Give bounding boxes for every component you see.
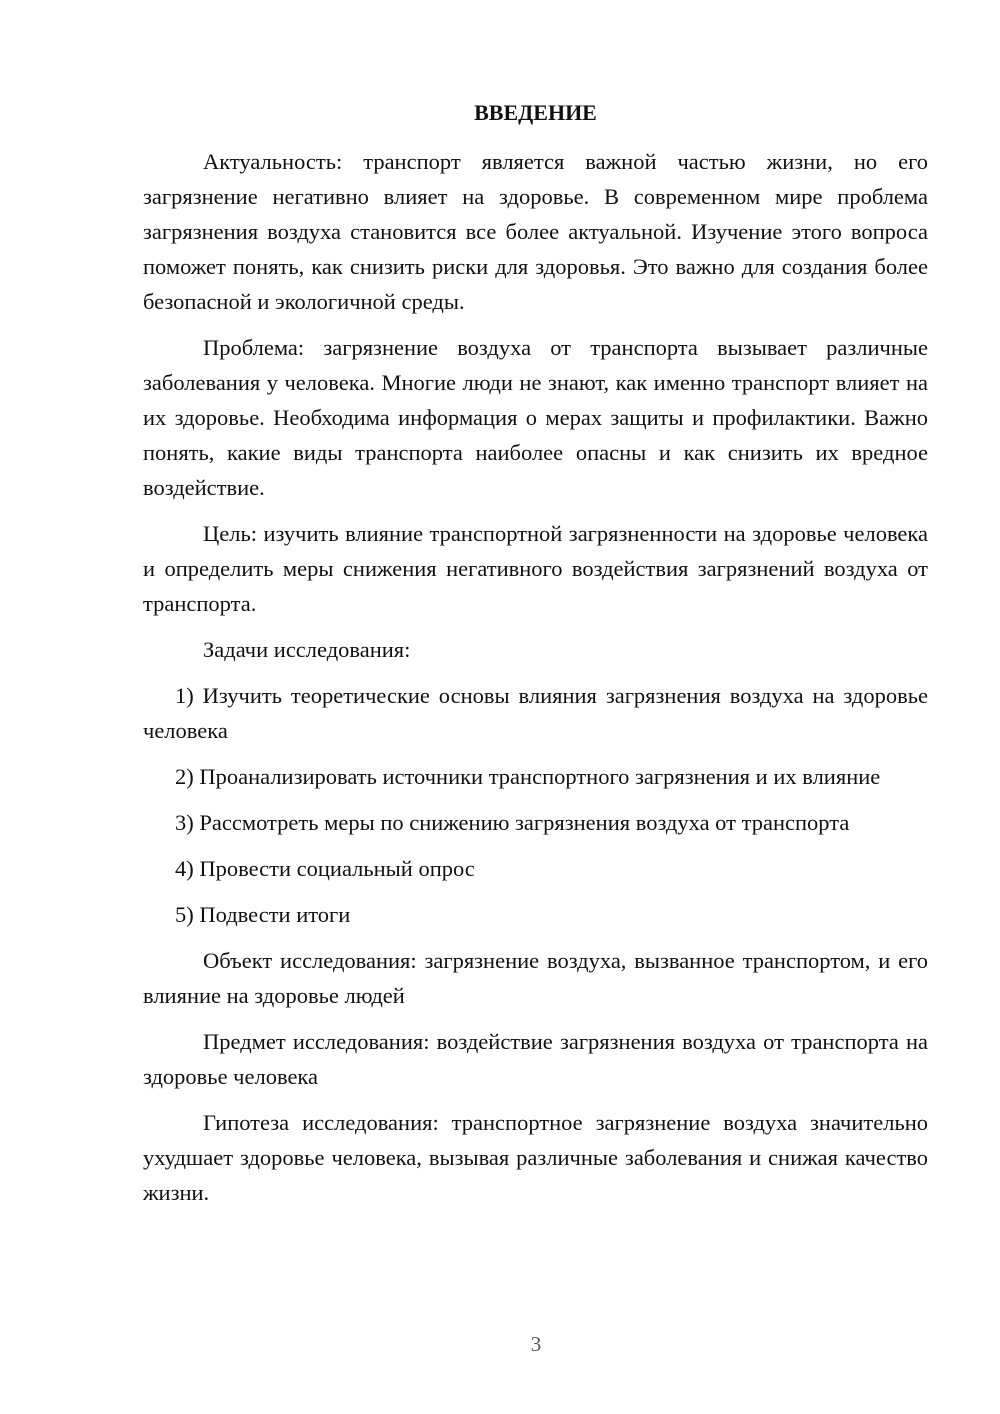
section-title: ВВЕДЕНИЕ xyxy=(474,100,597,125)
task-item-5: 5) Подвести итоги xyxy=(175,902,351,927)
goal-paragraph: Цель: изучить влияние транспортной загрязненности на здоровье человека и определить меры снижения негативного воздействия загрязнений воздуха от транспорта. xyxy=(143,521,928,616)
task-item-3: 3) Рассмотреть меры по снижению загрязнения воздуха от транспорта xyxy=(175,810,850,835)
page-number: 3 xyxy=(530,1332,542,1356)
problem-paragraph: Проблема: загрязнение воздуха от транспорта вызывает различные заболевания у человека. Многие люди не знают, как именно транспорт влияет на их здоровье. Необходима информация о мерах защиты и профилактики. Важно понять, какие виды транспорта наиболее опасны и как снизить их вредное воздействие. xyxy=(143,335,928,500)
relevance-paragraph: Актуальность: транспорт является важной частью жизни, но его загрязнение негативно влияет на здоровье. В современном мире проблема загрязнения воздуха становится все более актуальной. Изучение этого вопроса поможет понять, как снизить риски для здоровья. Это важно для создания более безопасной и экологичной среды. xyxy=(143,149,928,314)
subject-paragraph: Предмет исследования: воздействие загрязнения воздуха от транспорта на здоровье человека xyxy=(143,1029,928,1089)
task-item-1: 1) Изучить теоретические основы влияния загрязнения воздуха на здоровье человека xyxy=(143,683,928,743)
hypothesis-paragraph: Гипотеза исследования: транспортное загрязнение воздуха значительно ухудшает здоровье человека, вызывая различные заболевания и снижая качество жизни. xyxy=(143,1110,928,1205)
object-paragraph: Объект исследования: загрязнение воздуха, вызванное транспортом, и его влияние на здоровье людей xyxy=(143,948,928,1008)
task-item-2: 2) Проанализировать источники транспортного загрязнения и их влияние xyxy=(175,764,881,789)
task-item-4: 4) Провести социальный опрос xyxy=(175,856,475,881)
tasks-heading: Задачи исследования: xyxy=(203,637,411,662)
page-content xyxy=(143,95,928,1221)
